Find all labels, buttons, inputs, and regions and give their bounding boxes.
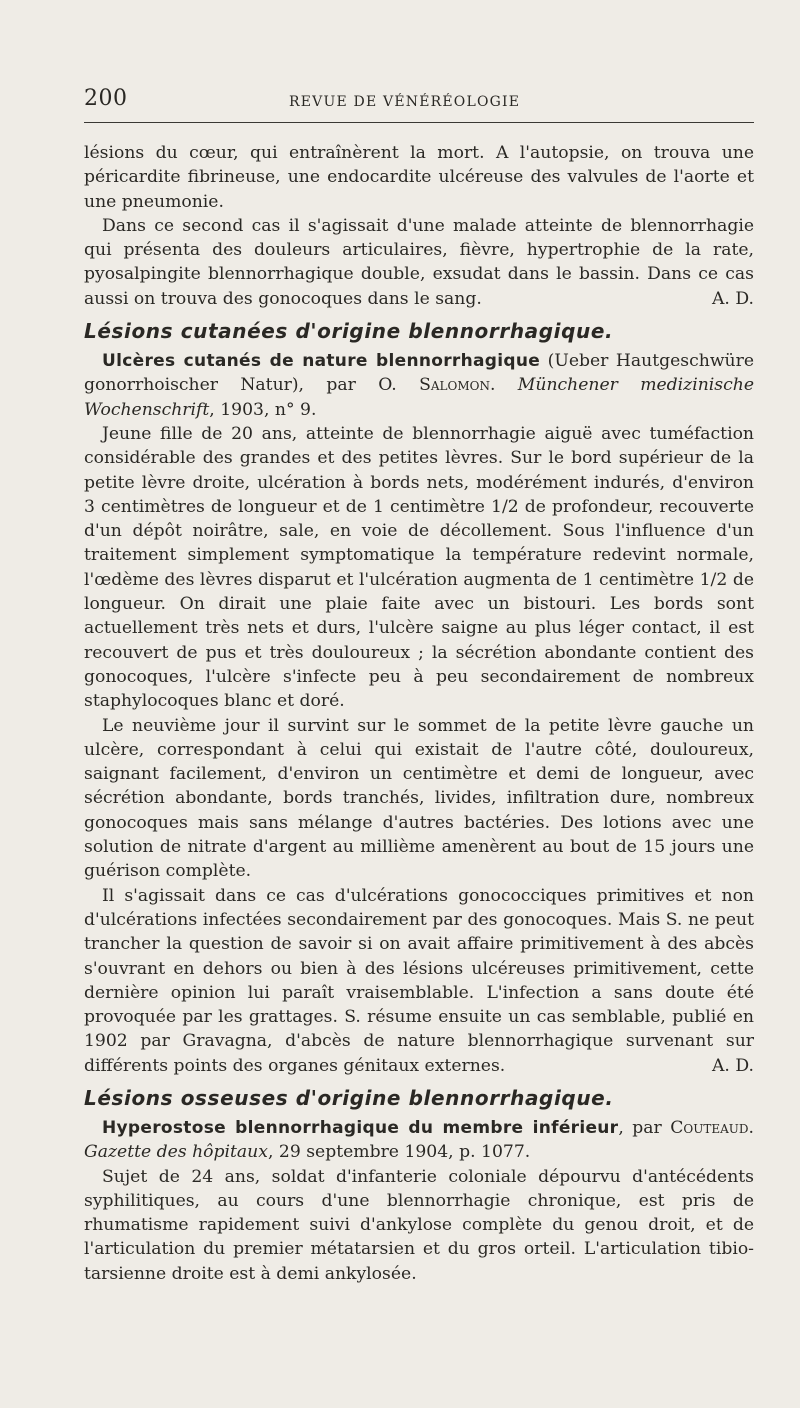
body-text — [84, 141, 754, 1286]
paragraph: Jeune fille de 20 ans, atteinte de blennorrhagie aiguë avec tuméfaction considérable des grandes et des petites lèvres. Sur le bord supérieur de la petite lèvre droite, ulcération à bords nets, modérément indurés, d'environ 3 centimètres de longueur et de 1 centimètre 1/2 de profondeur, recouverte d'un dépôt noirâtre, sale, en voie de décollement. Sous l'influence d'un traitement simplement symptomatique la température redevint normale, l'œdème des lèvres disparut et l'ulcération augmenta de 1 centimètre 1/2 de longueur. On dirait une plaie faite avec un bistouri. Les bords sont actuellement très nets et durs, l'ulcère saigne au plus léger contact, il est recouvert de pus et très douloureux ; la sécrétion abondante contient des gonocoques, l'ulcère s'infecte peu à peu secondairement de nombreux staphylocoques blanc et doré. — [84, 423, 754, 712]
reference-text: (Ueber Hautgeschwüre gonorrhoischer Natur), par O. — [84, 351, 754, 396]
paragraph — [84, 214, 754, 311]
paragraph: Le neuvième jour il survint sur le sommet de la petite lèvre gauche un ulcère, correspondant à celui qui existait de l'autre côté, douloureux, saignant facilement, d'environ un centimètre et demi de longueur, avec sécrétion abondante, bords tranchés, livides, infiltration dure, nombreux gonocoques mais sans mélange d'autres bactéries. Des lotions avec une solution de nitrate d'argent au millième amenèrent au bout de 15 jours une guérison complète. — [84, 715, 754, 882]
page-number: 200 — [84, 86, 128, 111]
reference-text: , 29 septembre 1904, p. 1077. — [267, 1142, 531, 1163]
article-reference — [84, 349, 754, 422]
journal-name: Gazette des hôpitaux — [84, 1142, 268, 1163]
article-reference — [84, 1116, 754, 1165]
author-name: Couteaud — [670, 1117, 749, 1138]
paragraph: Sujet de 24 ans, soldat d'infanterie coloniale dépourvu d'antécédents syphilitiques, au cours d'une blennorrhagie chronique, est pris de rhumatisme rapidement suivi d'ankylose complète du genou droit, et de l'articulation du premier métatarsien et du gros orteil. L'articulation tibio-tarsienne droite est à demi ankylosée. — [84, 1166, 754, 1284]
reference-text: . — [489, 375, 518, 396]
paragraph-text: Dans ce second cas il s'agissait d'une malade atteinte de blennorrhagie qui présenta des douleurs articulaires, fièvre, hypertrophie de la rate, pyosalpingite blennorrhagique double, exsudat dans le bassin. Dans ce cas aussi on trouva des gonocoques dans le sang. — [84, 215, 754, 309]
running-title: REVUE DE VÉNÉRÉOLOGIE — [289, 94, 521, 110]
reference-text: . — [748, 1117, 754, 1138]
author-name: Salomon — [419, 375, 490, 396]
paragraph — [84, 884, 754, 1078]
reference-text: , 1903, n° 9. — [209, 399, 317, 420]
paragraph-text: Il s'agissait dans ce cas d'ulcérations gonococciques primitives et non d'ulcérations infectées secondairement par des gonocoques. Mais S. ne peut trancher la question de savoir si on avait affaire primitivement à des abcès s'ouvrant en dehors ou bien à des lésions ulcéreuses primitivement, cette dernière opinion lui paraît vraisemblable. L'infection a sans doute été provoquée par les grattages. S. résume ensuite un cas semblable, publié en 1902 par Gravagna, d'abcès de nature blennorrhagique survenant sur différents points des organes génitaux externes. — [84, 885, 754, 1076]
journal-name: Münchener medizinische Wochenschrift — [84, 375, 754, 420]
page-header — [84, 86, 754, 123]
signature: A. D. — [712, 1055, 754, 1076]
article-title: Ulcères cutanés de nature blennorrhagique — [102, 351, 541, 372]
section-heading: Lésions osseuses d'origine blennorrhagique. — [84, 1085, 614, 1110]
page — [84, 86, 754, 1286]
signature: A. D. — [712, 288, 754, 309]
section-heading: Lésions cutanées d'origine blennorrhagique. — [84, 319, 614, 344]
reference-text: , par — [618, 1117, 671, 1138]
article-title: Hyperostose blennorrhagique du membre inférieur — [102, 1117, 619, 1138]
paragraph: lésions du cœur, qui entraînèrent la mort. A l'autopsie, on trouva une péricardite fibrineuse, une endocardite ulcéreuse des valvules de l'aorte et une pneumonie. — [84, 143, 754, 212]
